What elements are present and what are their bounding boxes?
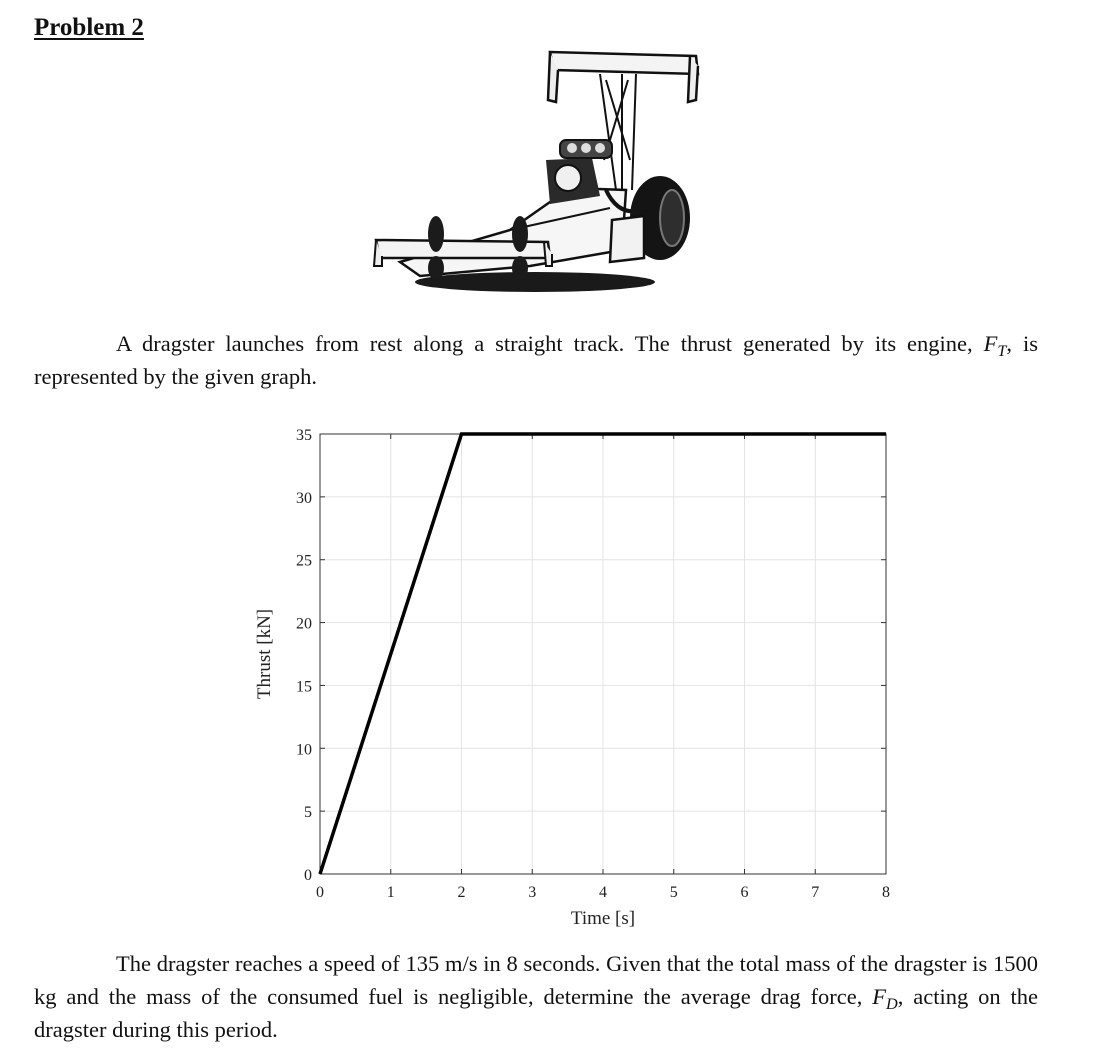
intro-end: , is represented by the given graph.: [34, 331, 1038, 389]
x-tick-label: 2: [457, 884, 466, 901]
intro-paragraph: [34, 327, 1038, 393]
x-tick-label: 4: [599, 884, 607, 901]
y-tick-label: 25: [296, 552, 312, 570]
y-tick-label: 5: [304, 804, 312, 822]
question-end: , acting on the dragster during this period.: [34, 984, 1038, 1042]
dragster-illustration: [360, 40, 720, 300]
intro-text: A dragster launches from rest along a straight track. The thrust generated by its engine,: [116, 331, 973, 356]
thrust-chart: [240, 418, 910, 948]
thrust-symbol: $F_T$: [983, 331, 1007, 360]
y-tick-label: 35: [296, 427, 312, 444]
x-tick-label: 3: [528, 884, 537, 901]
y-tick-label: 20: [296, 615, 312, 633]
dragster-car-icon: [360, 40, 720, 300]
y-axis-label: Thrust [kN]: [254, 608, 275, 700]
y-tick-label: 15: [296, 678, 312, 696]
x-tick-label: 8: [882, 884, 890, 901]
y-tick-label: 30: [296, 489, 312, 507]
x-tick-label: 6: [740, 884, 749, 901]
x-tick-label: 7: [811, 884, 820, 901]
x-axis-label: Time [s]: [570, 908, 636, 929]
x-tick-label: 0: [316, 884, 324, 901]
x-tick-label: 5: [669, 884, 678, 901]
question-paragraph: [34, 947, 1038, 1046]
problem-heading: Problem 2: [34, 14, 144, 41]
x-tick-label: 1: [386, 884, 395, 901]
question-text: The dragster reaches a speed of 135 m/s in 8 seconds. Given that the total mass of the dragster is 1500 kg and the mass of the consumed fuel is negligible, determine the average drag force,: [34, 951, 1038, 1009]
y-tick-label: 10: [296, 741, 312, 759]
thrust-chart-svg: [240, 418, 910, 948]
y-tick-label: 0: [304, 867, 312, 884]
drag-symbol: $F_D$: [872, 984, 898, 1013]
